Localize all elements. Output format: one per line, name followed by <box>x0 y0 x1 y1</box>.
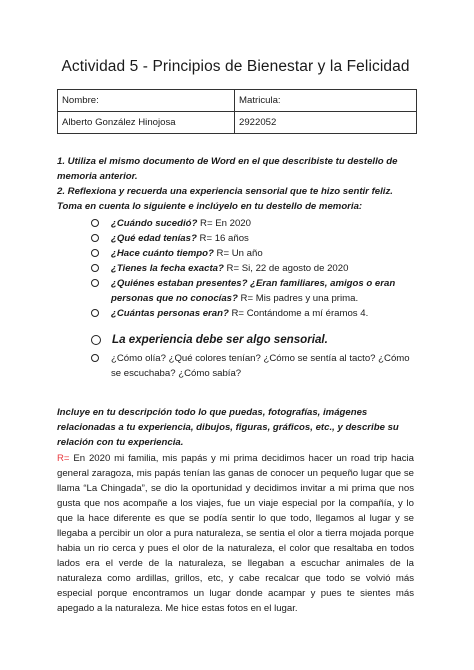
sensorial-questions-text: ¿Cómo olía? ¿Qué colores tenían? ¿Cómo se sentía al tacto? ¿Cómo se escuchaba? ¿Cómo sabía? <box>111 353 410 379</box>
circle-bullet-icon <box>91 264 99 272</box>
question-text: ¿Qué edad tenías? <box>111 233 197 244</box>
instructions <box>57 154 414 214</box>
list-item <box>91 276 414 306</box>
student-info-table <box>57 89 417 134</box>
circle-bullet-icon <box>91 234 99 242</box>
answer-marker: R= <box>57 453 70 464</box>
instruction-2: 2. Reflexiona y recuerda una experiencia sensorial que te hizo sentir feliz. Toma en cuenta lo siguiente e inclúyelo en tu destello de memoria: <box>57 186 393 212</box>
sensorial-questions <box>91 351 414 381</box>
sensorial-heading-text: La experiencia debe ser algo sensorial. <box>112 333 328 346</box>
story-paragraph <box>57 451 414 616</box>
story-text: En 2020 mi familia, mis papás y mi prima decidimos hacer un road trip hacia general zaragoza, mis papás tenían las ganas de conocer un pequeño lugar que se llama “La Chingada”, se dio la oportunidad y decidimos invitar a mi prima que nos gusta que nos acompañe a los viajes, fue un viaje especial por la compañía, y lo que la hace diferente es que se podía sentir lo que todo, llegamos al lugar y se llegaba a percibir un olor a pura naturaleza, se sentia el olor a tierra mojada porque habia un rio cerca y pues el olor de la naturaleza, el color que resaltaba en todos lados era el verde de la naturaleza, se llegaban a escuchar animales de la naturaleza como ardillas, grillos, etc, y cabe recalcar que todo se volvió más especial porque encontramos un lugar donde acampar y pues te sientes más apegado a la naturaleza. Me hice estas fotos en el lugar. <box>57 453 414 614</box>
circle-bullet-icon <box>91 279 99 287</box>
matricula-value-cell: 2922052 <box>235 112 417 134</box>
question-text: ¿Cuántas personas eran? <box>111 308 229 319</box>
answer-text: R= 16 años <box>196 233 249 244</box>
question-text: ¿Tienes la fecha exacta? <box>111 263 224 274</box>
list-item <box>91 306 414 321</box>
answer-text: R= Un año <box>213 248 263 259</box>
circle-bullet-icon <box>91 354 99 362</box>
list-item <box>91 261 414 276</box>
answer-text: R= Mis padres y una prima. <box>237 293 359 304</box>
table-row <box>58 90 417 112</box>
instruction-1: 1. Utiliza el mismo documento de Word en el que describiste tu destello de memoria anterior. <box>57 156 398 182</box>
description-instruction: Incluye en tu descripción todo lo que puedas, fotografías, imágenes relacionadas a tu experiencia, dibujos, figuras, gráficos, etc., y describe su relación con tu experiencia. <box>57 407 399 448</box>
list-item <box>91 246 414 261</box>
circle-bullet-icon <box>91 335 101 345</box>
circle-bullet-icon <box>91 249 99 257</box>
table-row <box>58 112 417 134</box>
name-value-cell: Alberto González Hinojosa <box>58 112 235 134</box>
answer-text: R= Si, 22 de agosto de 2020 <box>223 263 349 274</box>
question-text: ¿Cuándo sucedió? <box>111 218 198 229</box>
question-list <box>57 216 414 321</box>
name-header-cell: Nombre: <box>58 90 235 112</box>
list-item <box>91 231 414 246</box>
list-item <box>91 216 414 231</box>
question-text: ¿Quiénes estaban presentes? ¿Eran familiares, amigos o eran personas que no conocías? <box>111 278 396 304</box>
document-title: Actividad 5 - Principios de Bienestar y la Felicidad <box>61 58 410 75</box>
answer-text: R= En 2020 <box>197 218 251 229</box>
sensorial-heading <box>91 332 414 348</box>
question-text: ¿Hace cuánto tiempo? <box>111 248 214 259</box>
matricula-header-cell: Matricula: <box>235 90 417 112</box>
answer-text: R= Contándome a mí éramos 4. <box>228 308 369 319</box>
circle-bullet-icon <box>91 309 99 317</box>
circle-bullet-icon <box>91 219 99 227</box>
